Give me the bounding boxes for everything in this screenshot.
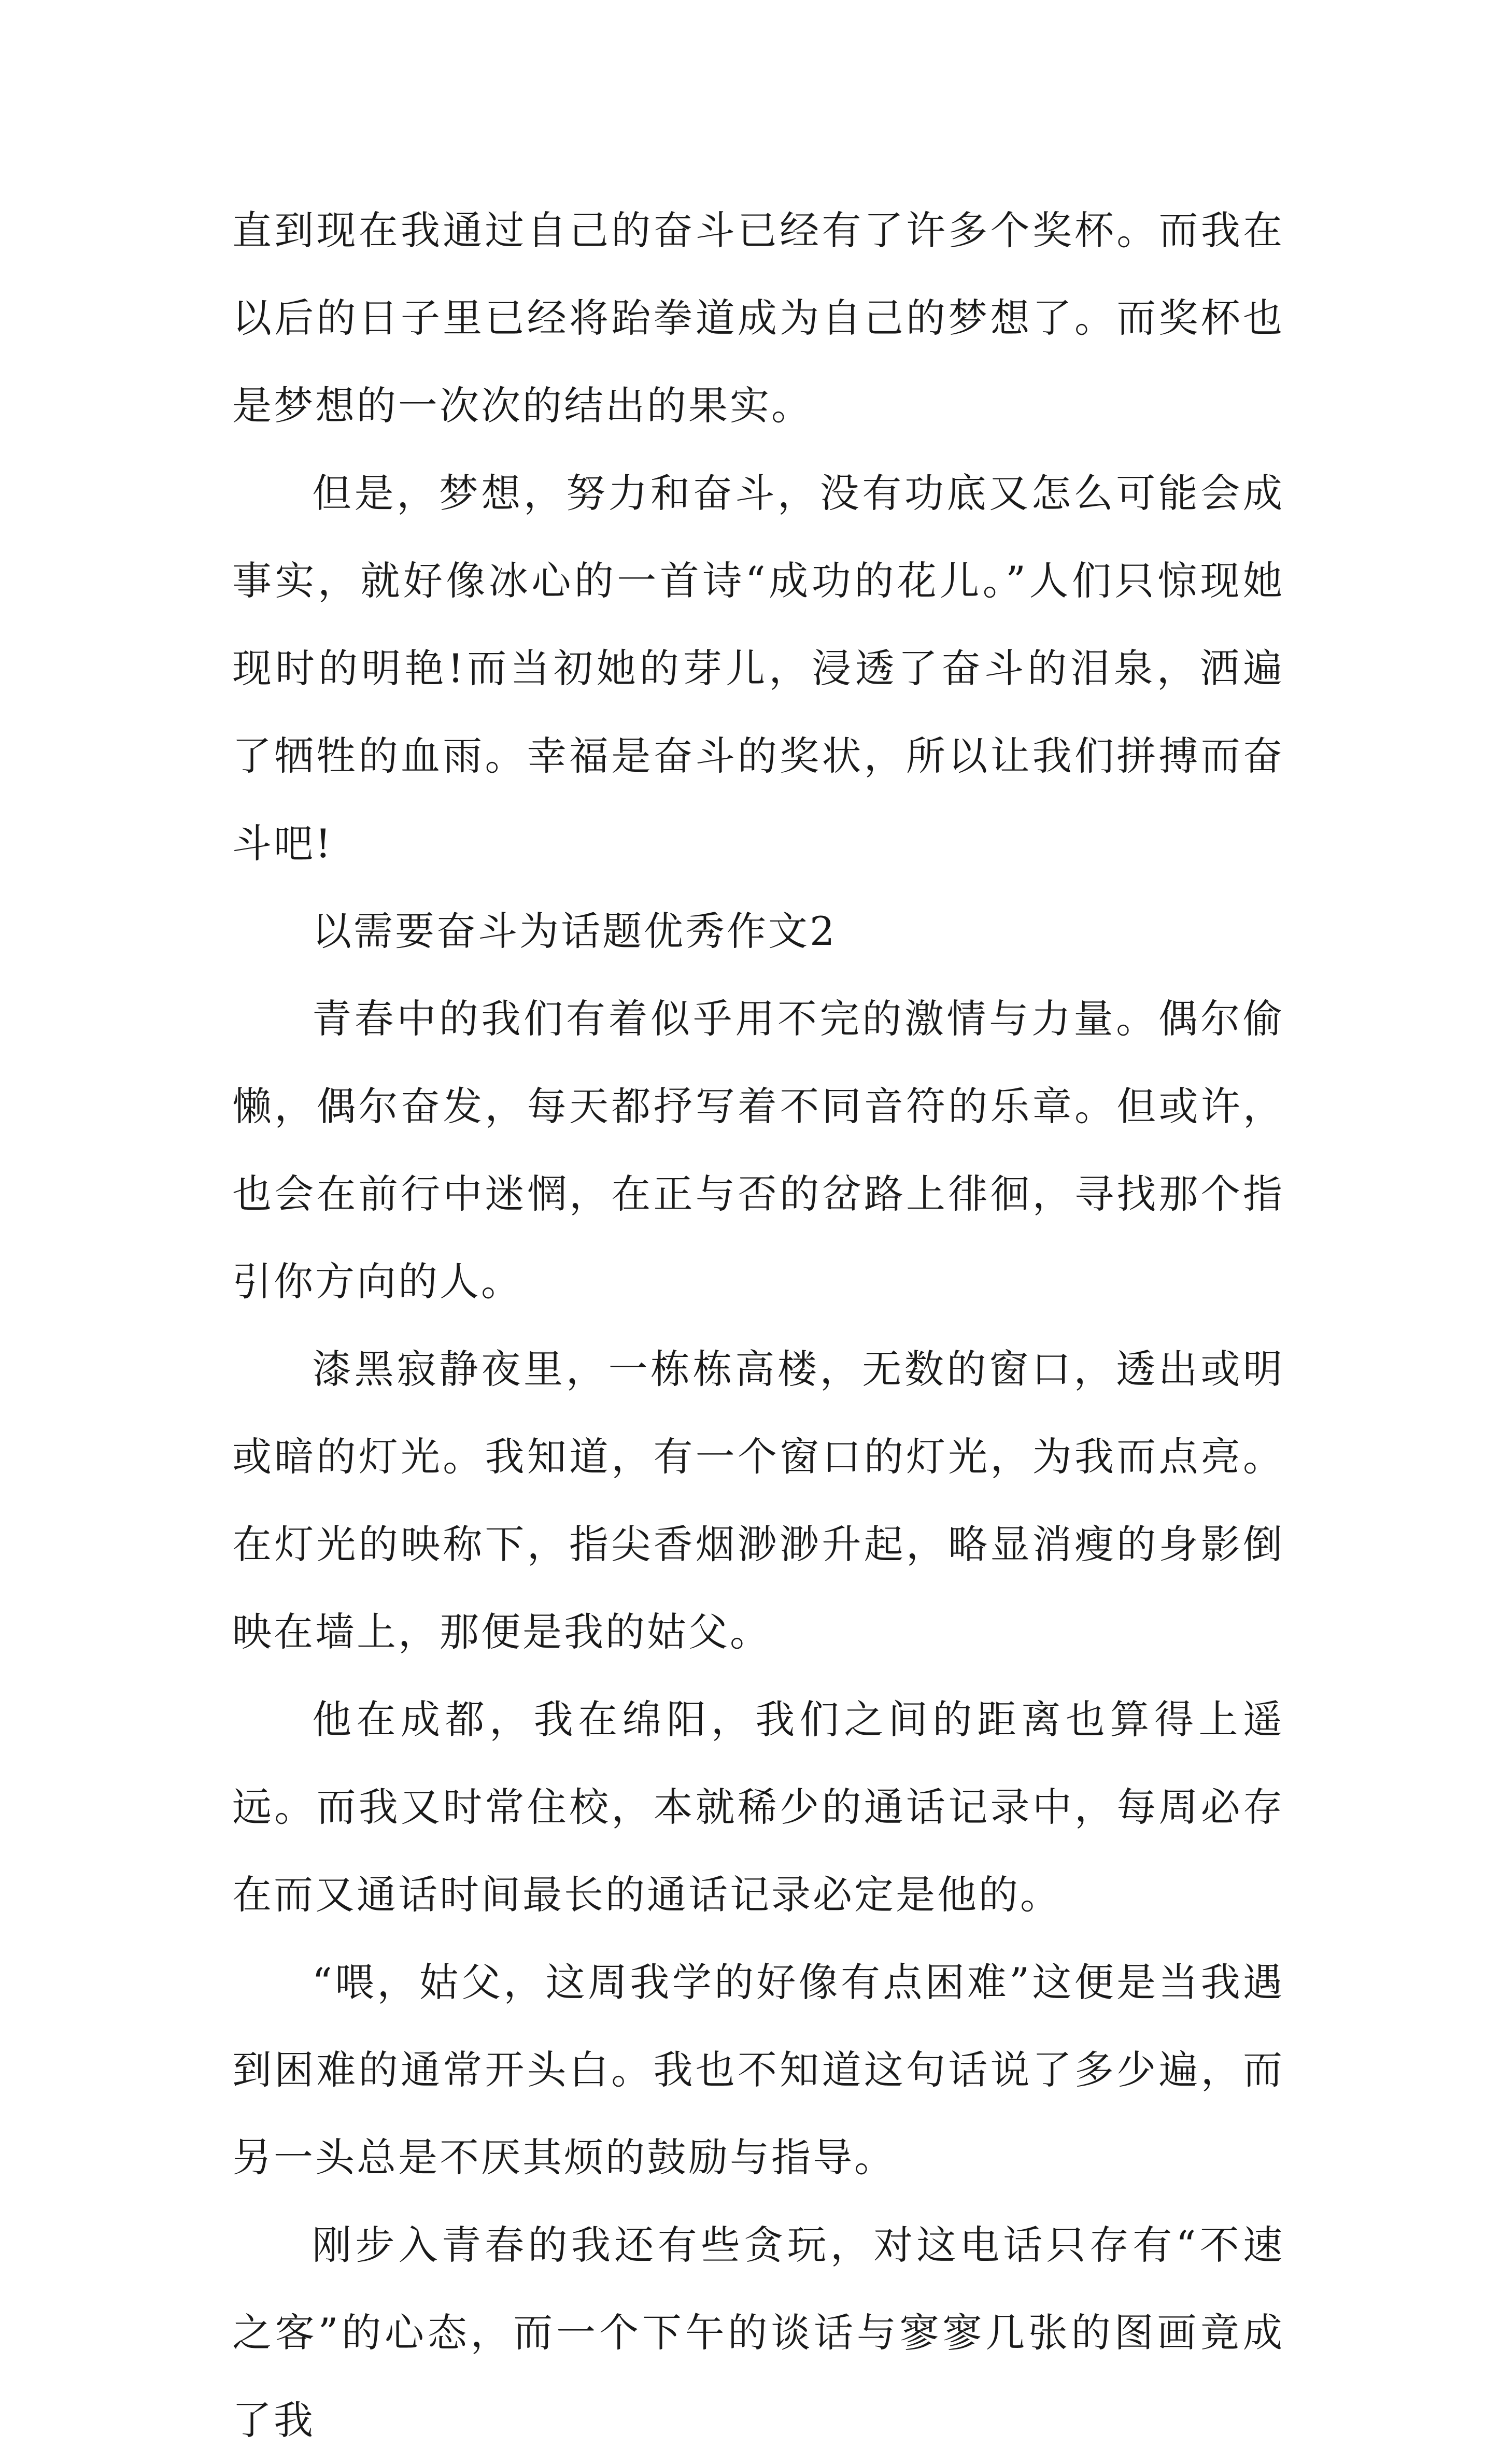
paragraph-youth: 青春中的我们有着似乎用不完的激情与力量。偶尔偷懒，偶尔奋发，每天都抒写着不同音符的乐章。但或许，也会在前行中迷惘，在正与否的岔路上徘徊，寻找那个指引你方向的人。 <box>232 996 1284 1305</box>
document-body <box>232 187 1284 2464</box>
essay-heading: 以需要奋斗为话题优秀作文2 <box>312 908 837 954</box>
paragraph-distance: 他在成都，我在绵阳，我们之间的距离也算得上遥远。而我又时常住校，本就稀少的通话记录中，每周必存在而又通话时间最长的通话记录必定是他的。 <box>232 1696 1284 1918</box>
paragraph-trophies: 直到现在我通过自己的奋斗已经有了许多个奖杯。而我在以后的日子里已经将跆拳道成为自己的梦想了。而奖杯也是梦想的一次次的结出的果实。 <box>232 207 1284 429</box>
paragraph-dream-effort: 但是，梦想，努力和奋斗，没有功底又怎么可能会成事实，就好像冰心的一首诗“成功的花儿。”人们只惊现她现时的明艳!而当初她的芽儿，浸透了奋斗的泪泉，洒遍了牺牲的血雨。幸福是奋斗的奖状，所以让我们拼搏而奋斗吧! <box>232 470 1284 867</box>
paragraph-night-window: 漆黑寂静夜里，一栋栋高楼，无数的窗口，透出或明或暗的灯光。我知道，有一个窗口的灯光，为我而点亮。在灯光的映称下，指尖香烟渺渺升起，略显消瘦的身影倒映在墙上，那便是我的姑父。 <box>232 1346 1284 1655</box>
paragraph-playful: 刚步入青春的我还有些贪玩，对这电话只存有“不速之客”的心态，而一个下午的谈话与寥寥几张的图画竟成了我 <box>232 2222 1284 2443</box>
paragraph-phone-call: “喂，姑父，这周我学的好像有点困难”这便是当我遇到困难的通常开头白。我也不知道这句话说了多少遍，而另一头总是不厌其烦的鼓励与指导。 <box>232 1959 1284 2180</box>
